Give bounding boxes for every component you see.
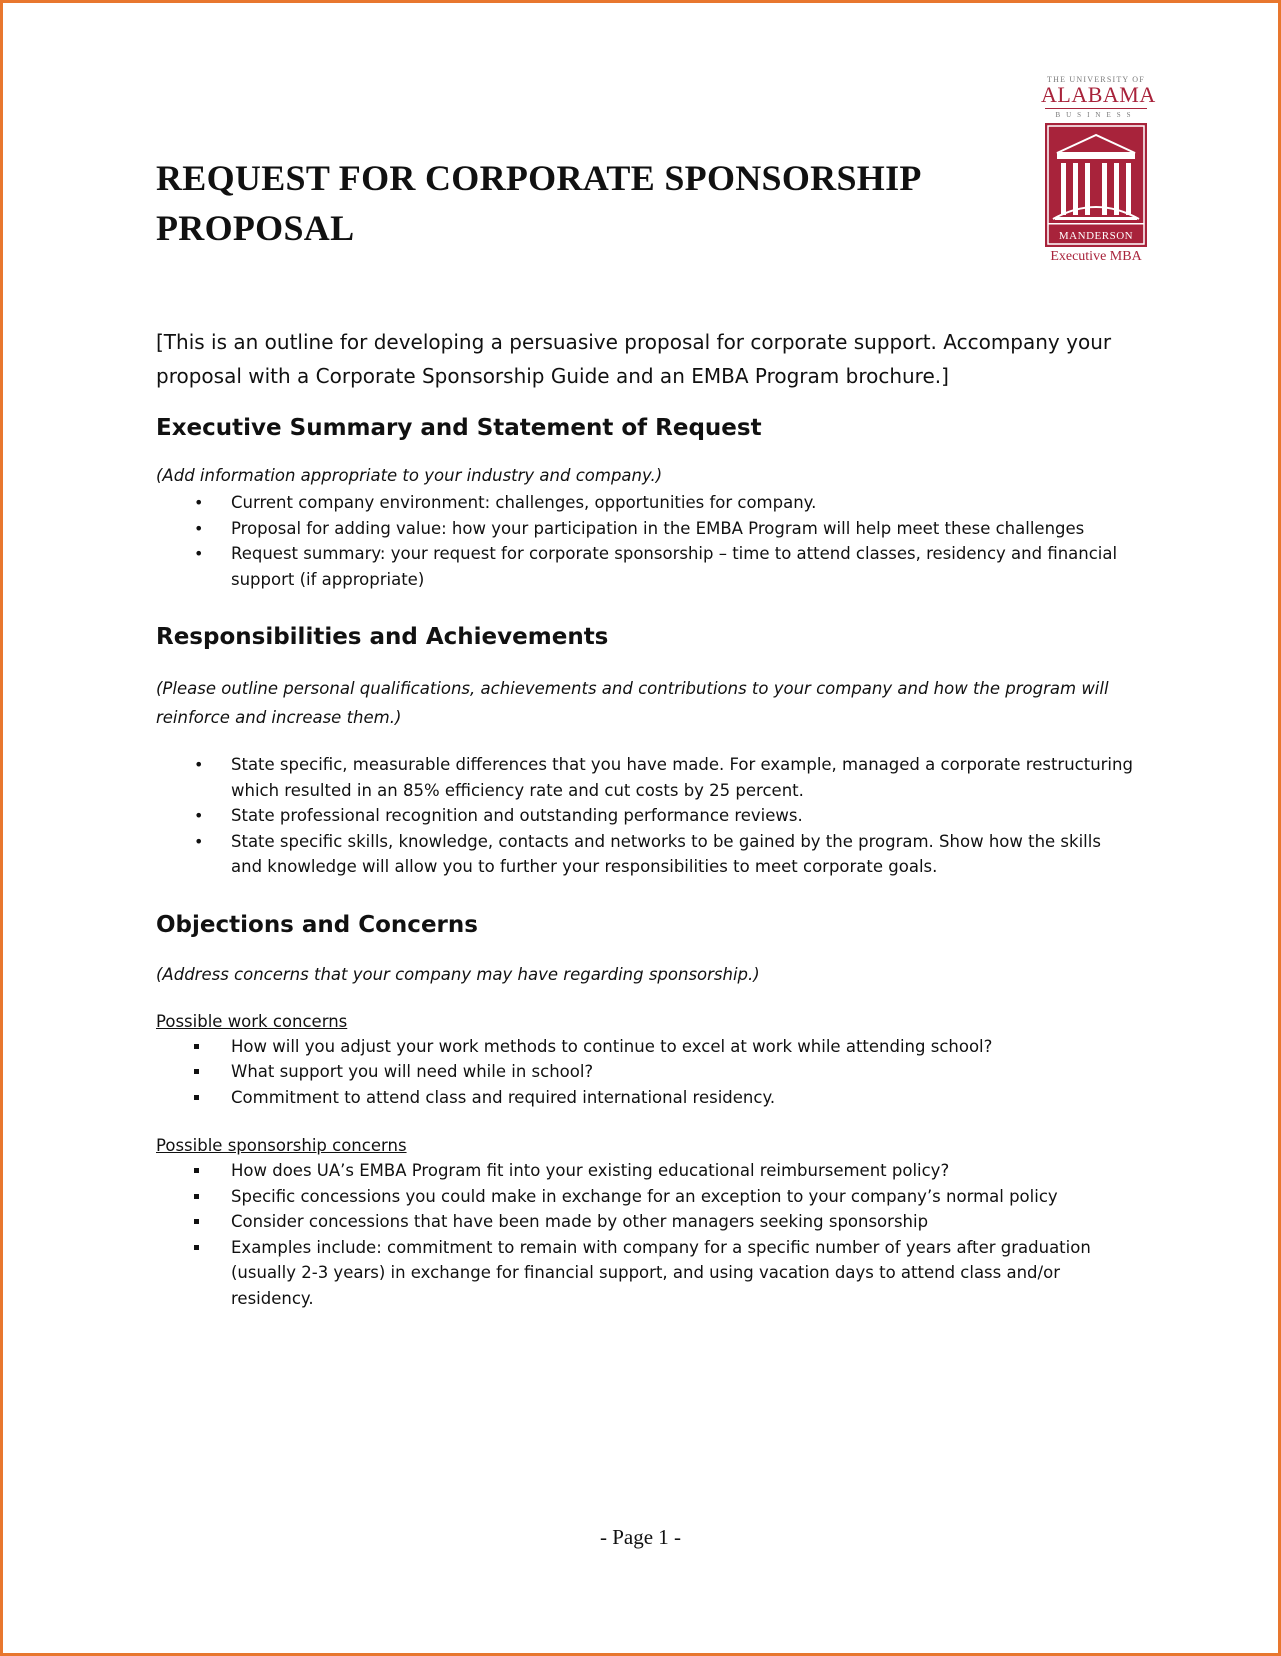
list-item (156, 516, 1136, 542)
page-number: - Page 1 - (599, 1525, 682, 1549)
list-item-text: Specific concessions you could make in exchange for an exception to your company’s normal policy (231, 1186, 1058, 1206)
logo-building-emblem (1045, 123, 1147, 247)
responsibilities-list (156, 752, 1136, 880)
section-note-responsibilities: (Please outline personal qualifications, achievements and contributions to your company and how the program will reinforce and increase them.) (156, 679, 1109, 727)
list-item-text: Current company environment: challenges, opportunities for company. (231, 493, 817, 512)
bullet-icon (194, 752, 203, 778)
list-item-text: What support you will need while in school? (231, 1062, 594, 1081)
executive-summary-list (156, 490, 1136, 592)
square-bullet-icon (194, 1085, 199, 1111)
section-note-objections: (Address concerns that your company may have regarding sponsorship.) (156, 964, 760, 984)
list-item-text: How will you adjust your work methods to continue to excel at work while attending school? (231, 1036, 993, 1056)
logo-business-text: BUSINESS (1055, 111, 1137, 119)
bullet-icon (194, 490, 203, 516)
list-item-text: How does UA’s EMBA Program fit into your existing educational reimbursement policy? (231, 1161, 950, 1180)
intro-paragraph: [This is an outline for developing a persuasive proposal for corporate support. Accompany your proposal with a Corporate Sponsorship Guide and an EMBA Program brochure.] (156, 330, 1112, 388)
bullet-icon (194, 803, 203, 829)
list-item (156, 1085, 1136, 1111)
list-item-text: Consider concessions that have been made by other managers seeking sponsorship (231, 1212, 929, 1231)
list-item (156, 1209, 1136, 1235)
logo-executive-mba-text: Executive MBA (1050, 249, 1142, 264)
logo-manderson-text: MANDERSON (1058, 230, 1134, 242)
list-item-text: State specific, measurable differences that you have made. For example, managed a corporate restructuring which resulted in an 85% efficiency rate and cut costs by 25 percent. (231, 755, 1133, 800)
work-concerns-label: Possible work concerns (156, 1011, 348, 1031)
work-concerns-list (156, 1034, 1136, 1111)
list-item (156, 1184, 1136, 1210)
logo-rule (1045, 108, 1147, 109)
list-item (156, 803, 1136, 829)
list-item (156, 1034, 1136, 1060)
square-bullet-icon (194, 1209, 199, 1235)
square-bullet-icon (194, 1034, 199, 1060)
document-body (156, 325, 1136, 1311)
section-heading-objections: Objections and Concerns (156, 911, 478, 938)
list-item-text: Examples include: commitment to remain with company for a specific number of years after graduation (usually 2-3 years) in exchange for financial support, and using vacation days to attend class and/or residency. (231, 1237, 1091, 1308)
logo-university-text: THE UNIVERSITY OF (1047, 75, 1145, 84)
section-heading-executive-summary: Executive Summary and Statement of Request (156, 415, 762, 441)
section-note-executive-summary: (Add information appropriate to your industry and company.) (156, 466, 663, 485)
square-bullet-icon (194, 1184, 199, 1210)
list-item (156, 490, 1136, 516)
list-item (156, 541, 1136, 592)
list-item-text: Proposal for adding value: how your participation in the EMBA Program will help meet these challenges (231, 518, 1085, 538)
logo-alabama-text: ALABAMA (1041, 82, 1156, 107)
list-item (156, 1235, 1136, 1312)
page-title: REQUEST FOR CORPORATE SPONSORSHIP PROPOSAL (156, 158, 920, 248)
bullet-icon (194, 541, 203, 567)
sponsorship-concerns-list (156, 1158, 1136, 1311)
building-icon (1045, 123, 1147, 247)
list-item (156, 1158, 1136, 1184)
university-logo (1041, 75, 1156, 265)
sponsorship-concerns-label: Possible sponsorship concerns (156, 1136, 407, 1155)
bullet-icon (194, 829, 203, 855)
list-item-text: Request summary: your request for corporate sponsorship – time to attend classes, residency and financial support (if appropriate) (231, 544, 1118, 589)
list-item (156, 752, 1136, 803)
list-item (156, 1059, 1136, 1085)
square-bullet-icon (194, 1059, 199, 1085)
list-item (156, 829, 1136, 880)
list-item-text: State specific skills, knowledge, contacts and networks to be gained by the program. Show how the skills and knowledge will allow you to further your responsibilities to meet corporate goals. (231, 831, 1101, 876)
section-heading-responsibilities: Responsibilities and Achievements (156, 624, 609, 650)
bullet-icon (194, 516, 203, 542)
square-bullet-icon (194, 1235, 199, 1261)
square-bullet-icon (194, 1158, 199, 1184)
list-item-text: State professional recognition and outstanding performance reviews. (231, 806, 803, 825)
list-item-text: Commitment to attend class and required international residency. (231, 1087, 776, 1107)
